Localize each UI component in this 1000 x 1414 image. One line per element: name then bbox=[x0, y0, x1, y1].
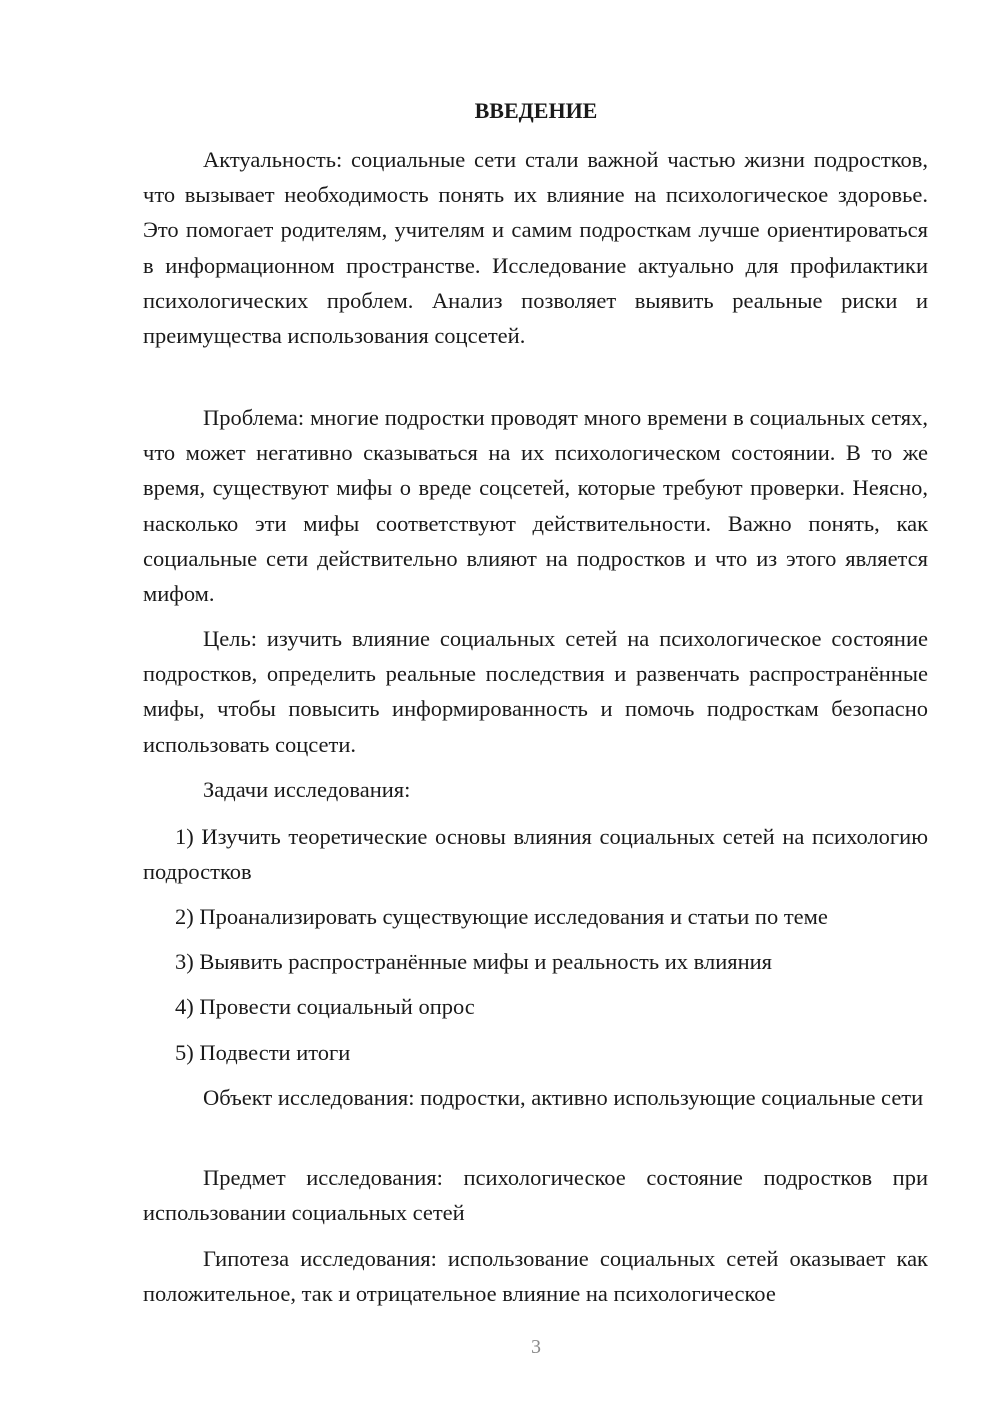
task-item: 3) Выявить распространённые мифы и реальность их влияния bbox=[175, 949, 773, 974]
paragraph-subject: Предмет исследования: психологическое состояние подростков при использовании социальных сетей bbox=[143, 1165, 928, 1226]
paragraph-hypothesis: Гипотеза исследования: использование социальных сетей оказывает как положительное, так и отрицательное влияние на психологическое bbox=[143, 1246, 928, 1307]
page-number: 3 bbox=[531, 1336, 541, 1358]
page-title: ВВЕДЕНИЕ bbox=[474, 98, 598, 123]
task-item: 4) Провести социальный опрос bbox=[175, 994, 475, 1019]
task-item: 5) Подвести итоги bbox=[175, 1040, 351, 1065]
task-item: 1) Изучить теоретические основы влияния социальных сетей на психологию подростков bbox=[143, 824, 928, 885]
paragraph-relevance: Актуальность: социальные сети стали важной частью жизни подростков, что вызывает необходимость понять их влияние на психологическое здоровье. Это помогает родителям, учителям и самим подросткам лучше ориентироваться в информационном пространстве. Исследование актуально для профилактики психологических проблем. Анализ позволяет выявить реальные риски и преимущества использования соцсетей. bbox=[143, 147, 928, 349]
task-item: 2) Проанализировать существующие исследования и статьи по теме bbox=[175, 904, 828, 929]
paragraph-goal: Цель: изучить влияние социальных сетей на психологическое состояние подростков, определить реальные последствия и развенчать распространённые мифы, чтобы повысить информированность и помочь подросткам безопасно использовать соцсети. bbox=[143, 626, 928, 757]
tasks-heading: Задачи исследования: bbox=[203, 777, 411, 802]
paragraph-object: Объект исследования: подростки, активно использующие социальные сети bbox=[203, 1085, 924, 1110]
paragraph-problem: Проблема: многие подростки проводят много времени в социальных сетях, что может негативно сказываться на их психологическом состоянии. В то же время, существуют мифы о вреде соцсетей, которые требуют проверки. Неясно, насколько эти мифы соответствуют действительности. Важно понять, как социальные сети действительно влияют на подростков и что из этого является мифом. bbox=[143, 405, 928, 607]
